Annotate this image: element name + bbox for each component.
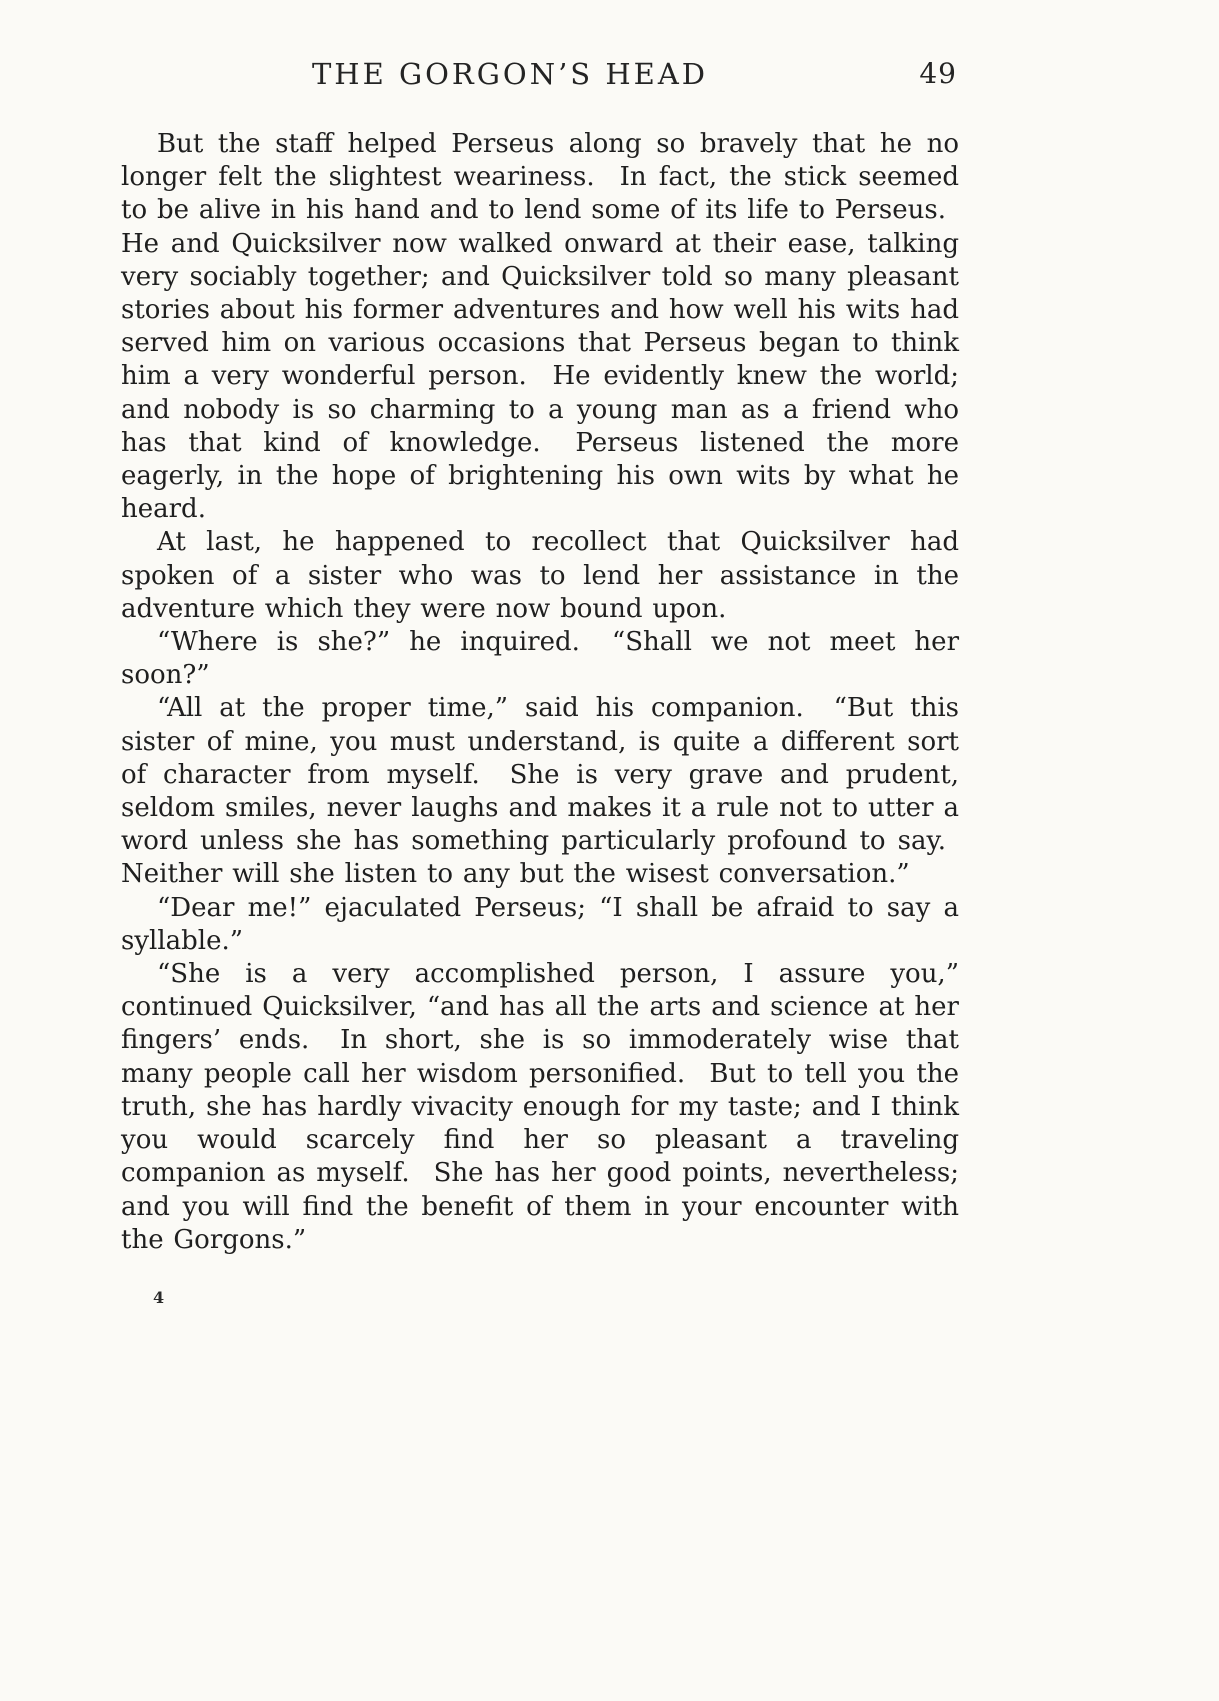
page-number: 49	[919, 57, 957, 90]
paragraph: At last, he happened to recollect that Quicksilver had spoken of a sister who was to lend her assistance in the adventure which they were now bound upon.	[121, 527, 959, 624]
paragraph: “Where is she?” he inquired. “Shall we not meet her soon?”	[121, 627, 959, 691]
body-text	[121, 128, 959, 1257]
paragraph: “Dear me!” ejaculated Perseus; “I shall be afraid to say a syllable.”	[121, 892, 959, 956]
paragraph: “All at the proper time,” said his companion. “But this sister of mine, you must understand, is quite a different sort of character from myself. She is very grave and prudent, seldom smiles, never laughs and makes it a rule not to utter a word unless she has something particularly profound to say. Neither will she listen to any but the wisest conversation.”	[121, 693, 959, 890]
text-column	[121, 0, 959, 1257]
running-title: THE GORGON’S HEAD	[311, 57, 709, 91]
signature-mark: 4	[153, 1288, 165, 1307]
paragraph: But the staff helped Perseus along so bravely that he no longer felt the slightest weariness. In fact, the stick seemed to be alive in his hand and to lend some of its life to Perseus. He and Quicksilver now walked onward at their ease, talking very sociably together; and Quicksilver told so many pleasant stories about his former adventures and how well his wits had served him on various occasions that Perseus began to think him a very wonderful person. He evidently knew the world; and nobody is so charming to a young man as a friend who has that kind of knowledge. Perseus listened the more eagerly, in the hope of brightening his own wits by what he heard.	[121, 129, 959, 525]
paragraph: “She is a very accomplished person, I assure you,” continued Quicksilver, “and has all the arts and science at her fingers’ ends. In short, she is so immoderately wise that many people call her wisdom personified. But to tell you the truth, she has hardly vivacity enough for my taste; and I think you would scarcely find her so pleasant a traveling companion as myself. She has her good points, nevertheless; and you will find the benefit of them in your encounter with the Gorgons.”	[121, 959, 959, 1255]
page-header	[121, 57, 959, 97]
